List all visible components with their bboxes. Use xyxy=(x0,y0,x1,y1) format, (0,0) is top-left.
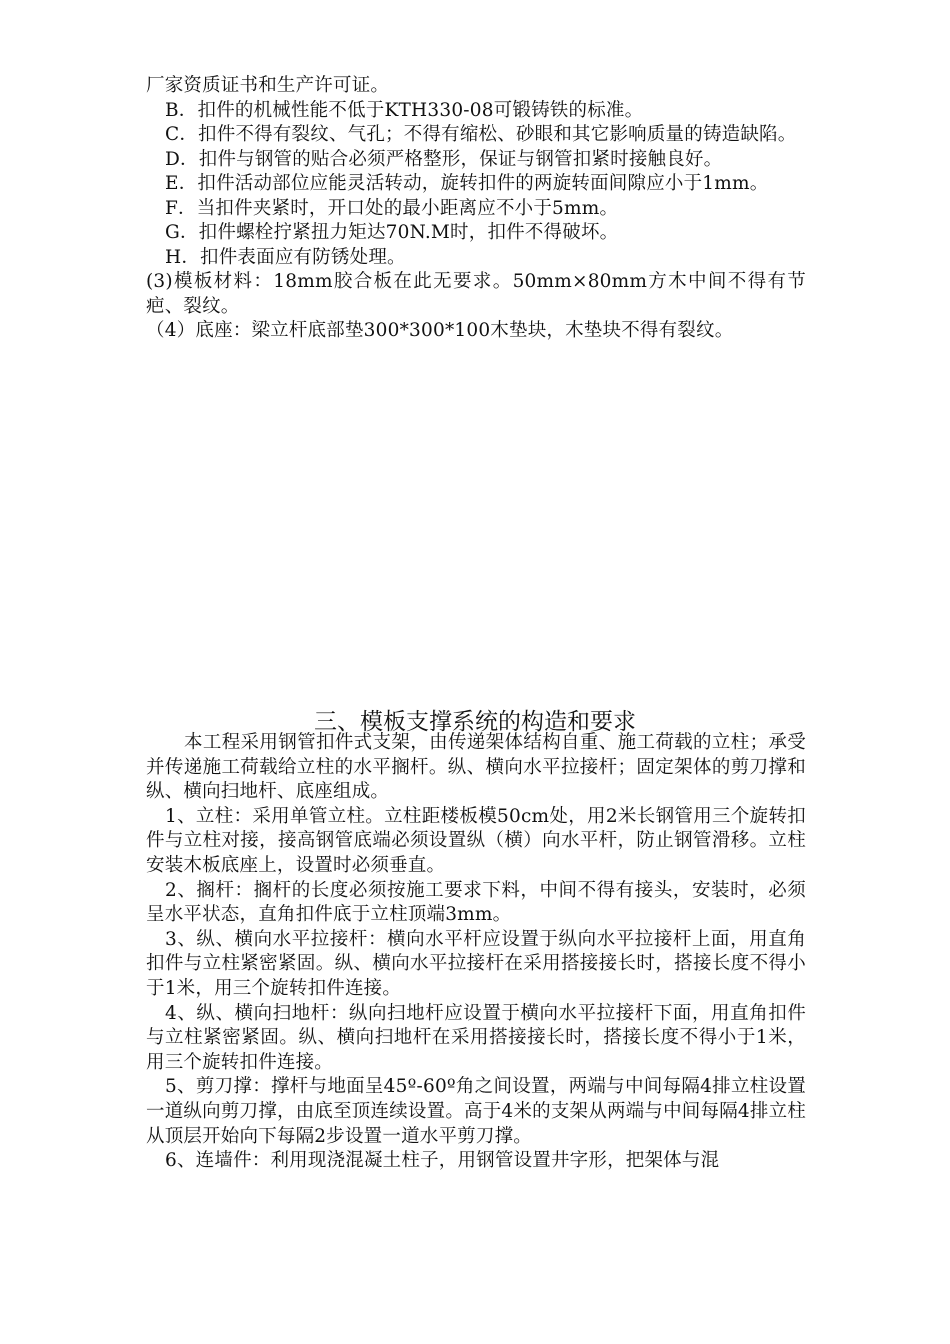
paragraph-sweep-rod: 4、纵、横向扫地杆：纵向扫地杆应设置于横向水平拉接杆下面，用直角扣件与立柱紧密紧固。纵、横向扫地杆在采用搭接接长时，搭接长度不得小于1米，用三个旋转扣件连接。 xyxy=(146,1002,806,1073)
paragraph-item-b: B．扣件的机械性能不低于KTH330-08可锻铸铁的标准。 xyxy=(165,99,644,121)
section-body xyxy=(146,731,806,1174)
paragraph-horizontal-tie: 3、纵、横向水平拉接杆：横向水平杆应设置于纵向水平拉接杆上面，用直角扣件与立柱紧密紧固。纵、横向水平拉接杆在采用搭接接长时，搭接长度不得小于1米，用三个旋转扣件连接。 xyxy=(146,928,806,999)
paragraph-column: 1、立柱：采用单管立柱。立柱距楼板模50cm处，用2米长钢管用三个旋转扣件与立柱对接，接高钢管底端必须设置纵（横）向水平杆，防止钢管滑移。立柱安装木板底座上，设置时必须垂直。 xyxy=(146,805,806,876)
paragraph-item-f: F．当扣件夹紧时，开口处的最小距离应不小于5mm。 xyxy=(165,197,619,219)
paragraph-item-c: C．扣件不得有裂纹、气孔；不得有缩松、砂眼和其它影响质量的铸造缺陷。 xyxy=(165,124,797,145)
paragraph-base: （4）底座：梁立杆底部垫300*300*100木垫块，木垫块不得有裂纹。 xyxy=(146,320,734,341)
paragraph-cross-brace: 5、剪刀撑：撑杆与地面呈45º-60º角之间设置，两端与中间每隔4排立柱设置一道纵向剪刀撑，由底至顶连续设置。高于4米的支架从两端与中间每隔4排立柱从顶层开始向下每隔2步设置一道水平剪刀撑。 xyxy=(146,1076,806,1147)
paragraph-formwork-material: (3)模板材料：18mm胶合板在此无要求。50mm×80mm方木中间不得有节疤、裂纹。 xyxy=(146,271,806,317)
paragraph-item-g: G．扣件螺栓拧紧扭力矩达70N.M时，扣件不得破坏。 xyxy=(165,222,619,243)
paragraph-wall-tie: 6、连墙件：利用现浇混凝土柱子，用钢管设置井字形，把架体与混 xyxy=(165,1150,720,1172)
section-heading: 三、模板支撑系统的构造和要求 xyxy=(314,709,636,735)
paragraph-item-h: H．扣件表面应有防锈处理。 xyxy=(165,246,406,268)
fastener-requirements xyxy=(146,74,806,344)
paragraph-item-d: D．扣件与钢管的贴合必须严格整形，保证与钢管扣紧时接触良好。 xyxy=(165,148,723,170)
paragraph-intro: 本工程采用钢管扣件式支架，由传递架体结构自重、施工荷载的立柱；承受并传递施工荷载给立柱的水平搁杆。纵、横向水平拉接杆；固定架体的剪刀撑和纵、横向扫地杆、底座组成。 xyxy=(146,732,806,803)
paragraph-ledger: 2、搁杆：搁杆的长度必须按施工要求下料，中间不得有接头，安装时，必须呈水平状态，直角扣件底于立柱顶端3mm。 xyxy=(146,879,806,926)
paragraph-item-e: E．扣件活动部位应能灵活转动，旋转扣件的两旋转面间隙应小于1mm。 xyxy=(165,173,769,194)
paragraph-qualification: 厂家资质证书和生产许可证。 xyxy=(146,75,390,96)
